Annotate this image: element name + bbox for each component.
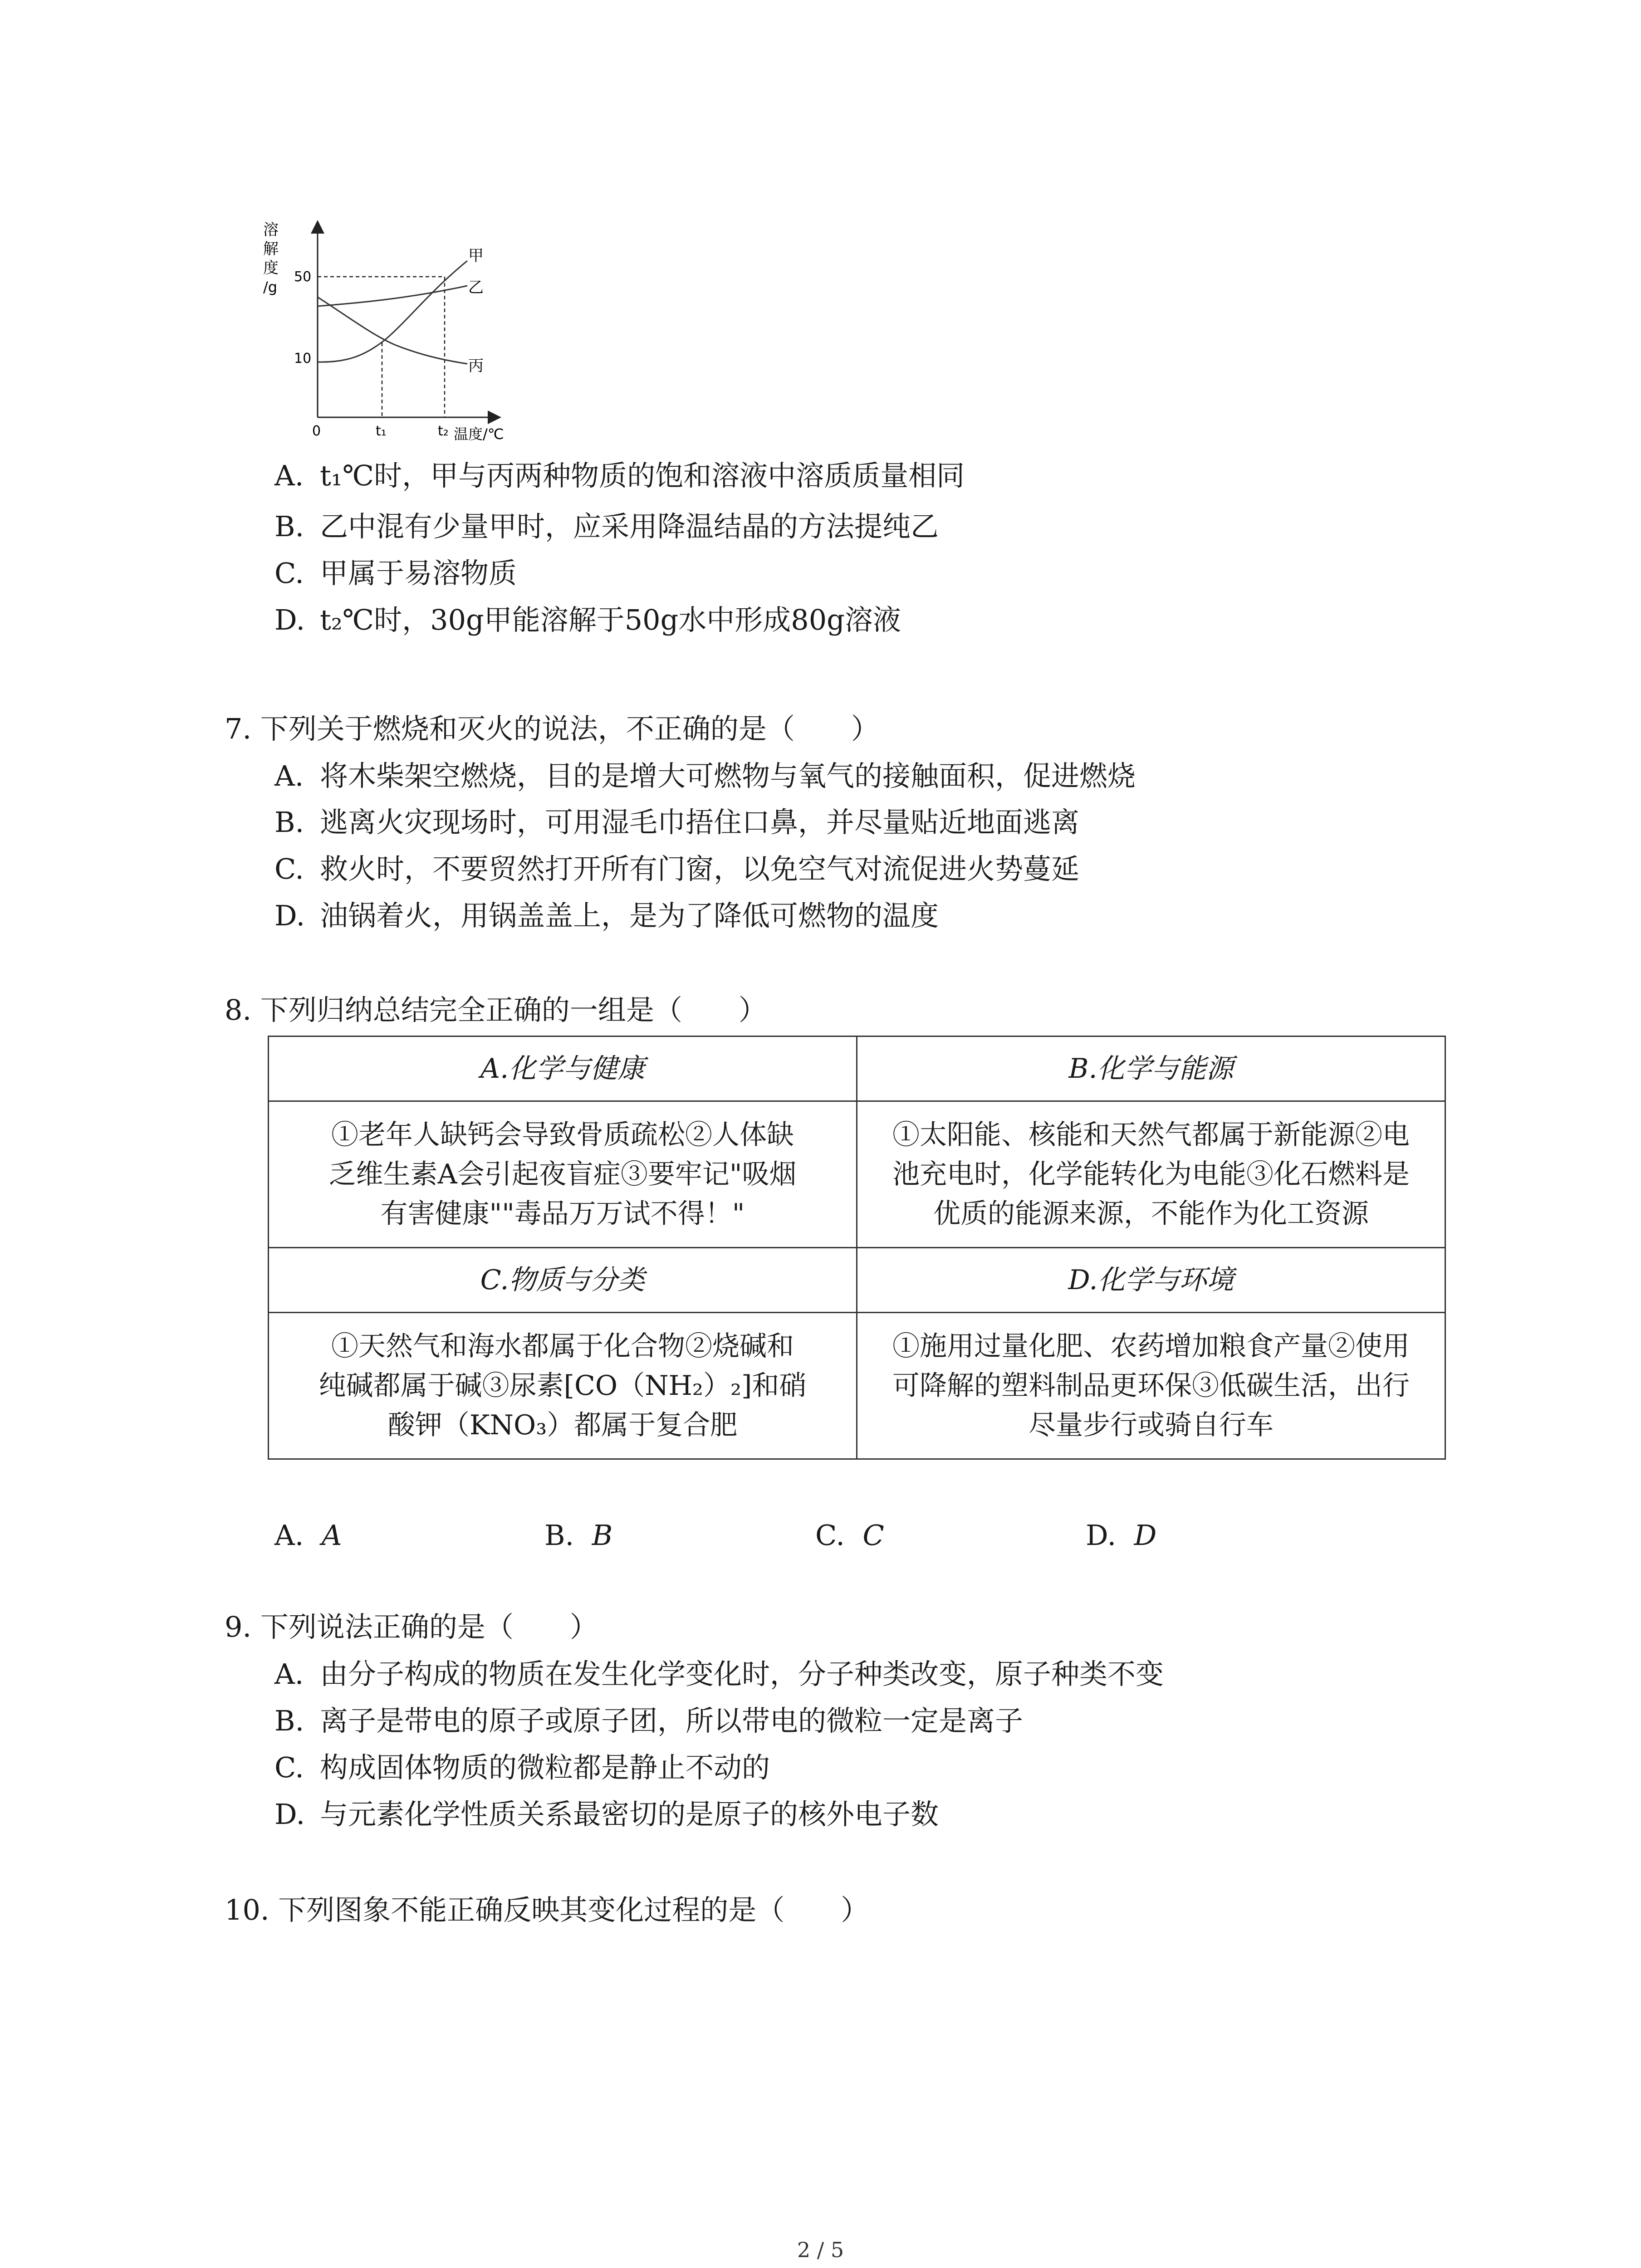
table-cell-b — [857, 1101, 1445, 1248]
y-tick-10: 10 — [294, 351, 312, 367]
summary-table — [268, 1036, 1446, 1460]
cell-line: 可降解的塑料制品更环保③低碳生活，出行 — [892, 1369, 1410, 1402]
option-text: C — [862, 1519, 884, 1552]
q7-stem: 7. 下列关于燃烧和灭火的说法，不正确的是（ ） — [225, 712, 879, 745]
option-letter: C. — [274, 852, 304, 885]
q8-option-d — [1086, 1519, 1156, 1552]
option-letter: D. — [1086, 1519, 1117, 1552]
header-text: A.化学与健康 — [480, 1052, 645, 1085]
x-tick-t1: t₁ — [376, 423, 387, 439]
cell-line: 池充电时，化学能转化为电能③化石燃料是 — [892, 1158, 1410, 1190]
q8-option-c — [815, 1519, 884, 1552]
option-text: D — [1134, 1519, 1157, 1552]
cell-line: ①太阳能、核能和天然气都属于新能源②电 — [892, 1119, 1410, 1151]
y-tick-50: 50 — [294, 269, 312, 285]
option-text: 逃离火灾现场时，可用湿毛巾捂住口鼻，并尽量贴近地面逃离 — [320, 806, 1080, 839]
table-header-b — [857, 1036, 1445, 1101]
curve-label-yi: 乙 — [468, 279, 484, 297]
option-letter: D. — [274, 1798, 305, 1831]
q7-option-a — [274, 759, 1136, 792]
table-header-a — [269, 1036, 857, 1101]
cell-line: 酸钾（KNO₃）都属于复合肥 — [387, 1409, 738, 1441]
option-letter: B. — [274, 510, 304, 543]
y-axis-label-2: 解 — [263, 240, 279, 258]
q7-option-c — [274, 852, 1080, 885]
page-number: 2 / 5 — [797, 2238, 844, 2262]
x-axis-label: 温度/℃ — [454, 425, 504, 443]
cell-line: 纯碱都属于碱③尿素[CO（NH₂）₂]和硝 — [318, 1369, 807, 1402]
q6-option-b — [274, 510, 939, 543]
cell-line: ①施用过量化肥、农药增加粮食产量②使用 — [892, 1330, 1410, 1362]
table-cell-c — [269, 1313, 857, 1459]
option-letter: C. — [274, 1751, 304, 1784]
solubility-graph — [259, 218, 540, 454]
table-header-c — [269, 1248, 857, 1313]
cell-line: 乏维生素A会引起夜盲症③要牢记"吸烟 — [328, 1158, 797, 1190]
q6-option-d — [274, 603, 901, 636]
option-text: t₂℃时，30g甲能溶解于50g水中形成80g溶液 — [320, 603, 901, 636]
q6-option-a — [274, 459, 965, 492]
option-letter: C. — [815, 1519, 845, 1552]
option-text: 将木柴架空燃烧，目的是增大可燃物与氧气的接触面积，促进燃烧 — [320, 759, 1136, 792]
header-text: D.化学与环境 — [1068, 1264, 1234, 1296]
q9-option-d — [274, 1798, 939, 1831]
option-letter: B. — [544, 1519, 574, 1552]
x-tick-t2: t₂ — [438, 423, 449, 439]
table-header-d — [857, 1248, 1445, 1313]
cell-line: 有害健康""毒品万万试不得！" — [380, 1198, 745, 1230]
q7-option-d — [274, 899, 939, 932]
y-axis-label-4: /g — [263, 279, 278, 296]
y-axis-label-3: 度 — [263, 259, 279, 277]
q8-stem: 8. 下列归纳总结完全正确的一组是（ ） — [225, 993, 767, 1026]
q9-option-a — [274, 1657, 1164, 1691]
cell-line: ①天然气和海水都属于化合物②烧碱和 — [331, 1330, 794, 1362]
q7-option-b — [274, 806, 1080, 839]
q9-option-b — [274, 1704, 1024, 1737]
q9-stem: 9. 下列说法正确的是（ ） — [225, 1610, 598, 1643]
option-letter: A. — [274, 759, 304, 792]
option-letter: A. — [274, 459, 304, 492]
cell-line: 优质的能源来源，不能作为化工资源 — [933, 1198, 1369, 1230]
q8-option-b — [544, 1519, 612, 1552]
q6-option-c — [274, 557, 517, 590]
table-cell-a — [269, 1101, 857, 1248]
option-letter: B. — [274, 806, 304, 839]
cell-line: ①老年人缺钙会导致骨质疏松②人体缺 — [331, 1119, 794, 1151]
q10-stem: 10. 下列图象不能正确反映其变化过程的是（ ） — [225, 1893, 869, 1926]
option-text: 救火时，不要贸然打开所有门窗，以免空气对流促进火势蔓延 — [320, 852, 1080, 885]
option-text: A — [321, 1519, 342, 1552]
option-letter: A. — [274, 1519, 304, 1552]
header-text: C.物质与分类 — [480, 1264, 645, 1296]
q8-option-a — [274, 1519, 342, 1552]
curve-label-jia: 甲 — [468, 247, 484, 265]
option-letter: A. — [274, 1657, 304, 1691]
curve-label-bing: 丙 — [468, 357, 484, 375]
option-text: 构成固体物质的微粒都是静止不动的 — [320, 1751, 770, 1784]
x-tick-0: 0 — [312, 423, 321, 439]
option-text: 油锅着火，用锅盖盖上，是为了降低可燃物的温度 — [320, 899, 939, 932]
option-text: 甲属于易溶物质 — [320, 557, 517, 590]
header-text: B.化学与能源 — [1068, 1052, 1234, 1085]
option-text: 与元素化学性质关系最密切的是原子的核外电子数 — [320, 1798, 939, 1831]
option-text: B — [592, 1519, 613, 1552]
q9-option-c — [274, 1751, 770, 1784]
option-letter: C. — [274, 557, 304, 590]
option-letter: D. — [274, 899, 305, 932]
cell-line: 尽量步行或骑自行车 — [1029, 1409, 1274, 1441]
table-cell-d — [857, 1313, 1445, 1459]
option-letter: B. — [274, 1704, 304, 1737]
option-text: t₁℃时，甲与丙两种物质的饱和溶液中溶质质量相同 — [320, 459, 965, 492]
option-letter: D. — [274, 603, 305, 636]
option-text: 离子是带电的原子或原子团，所以带电的微粒一定是离子 — [320, 1704, 1024, 1737]
y-axis-label-1: 溶 — [263, 221, 279, 239]
option-text: 乙中混有少量甲时，应采用降温结晶的方法提纯乙 — [320, 510, 939, 543]
option-text: 由分子构成的物质在发生化学变化时，分子种类改变，原子种类不变 — [320, 1657, 1164, 1691]
